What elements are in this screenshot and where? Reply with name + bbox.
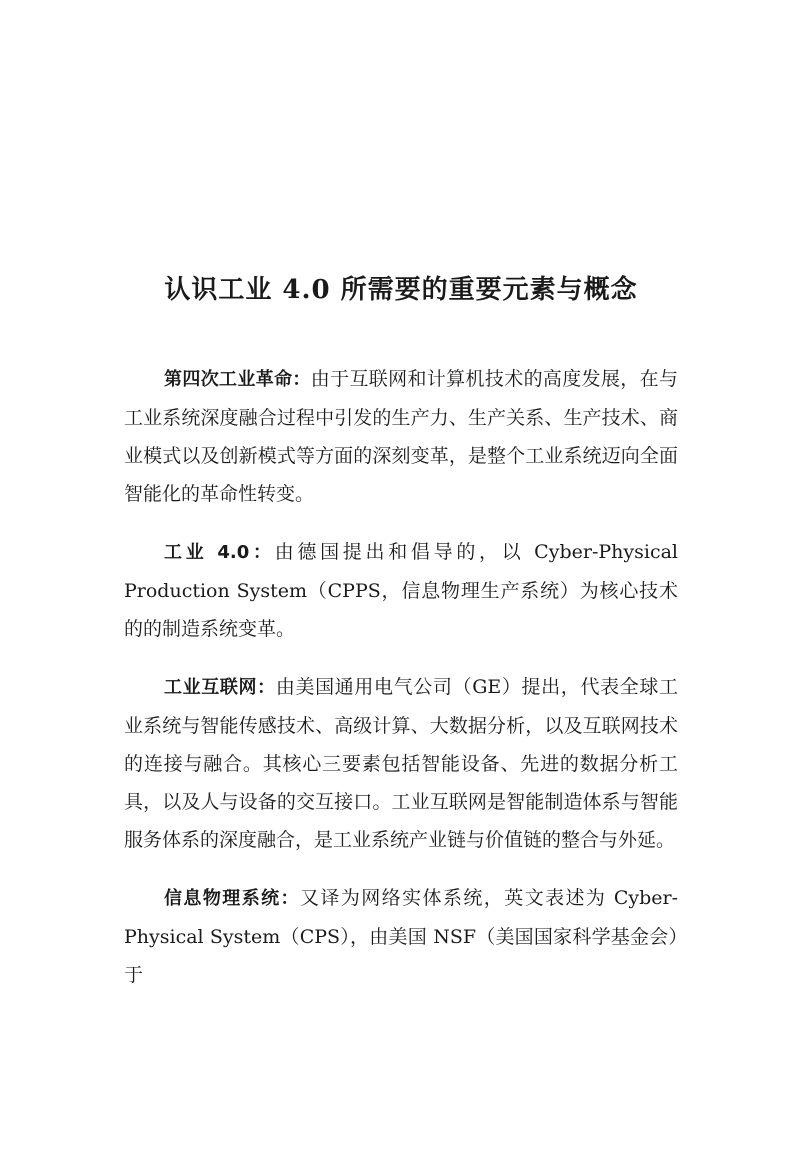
definitions-body <box>124 360 678 1014</box>
term-cyber-physical-system: 信息物理系统： <box>164 888 300 909</box>
definition-industrial-internet: 由美国通用电气公司（GE）提出，代表全球工业系统与智能传感技术、高级计算、大数据分析，以及互联网技术的连接与融合。其核心三要素包括智能设备、先进的数据分析工具，以及人与设备的交互接口。工业互联网是智能制造体系与智能服务体系的深度融合，是工业系统产业链与价值链的整合与外延。 <box>124 676 678 851</box>
page-title: 认识工业 4.0 所需要的重要元素与概念 <box>164 275 638 306</box>
paragraph-industrial-internet <box>124 668 678 859</box>
paragraph-industry-4-0 <box>124 533 678 648</box>
term-industrial-internet: 工业互联网： <box>164 677 276 698</box>
definition-fourth-industrial-revolution: 由于互联网和计算机技术的高度发展，在与工业系统深度融合过程中引发的生产力、生产关系、生产技术、商业模式以及创新模式等方面的深刻变革，是整个工业系统迈向全面智能化的革命性转变。 <box>124 368 678 505</box>
term-industry-4-0: 工业 4.0： <box>164 542 275 563</box>
paragraph-fourth-industrial-revolution <box>124 360 678 513</box>
definition-industry-4-0: 由德国提出和倡导的，以 Cyber-Physical Production System（CPPS，信息物理生产系统）为核心技术的的制造系统变革。 <box>124 541 678 640</box>
definition-cyber-physical-system: 又译为网络实体系统，英文表述为 Cyber-Physical System（CPS），由美国 NSF（美国国家科学基金会）于 <box>124 887 678 986</box>
paragraph-cyber-physical-system <box>124 879 678 994</box>
term-fourth-industrial-revolution: 第四次工业革命： <box>164 369 311 390</box>
